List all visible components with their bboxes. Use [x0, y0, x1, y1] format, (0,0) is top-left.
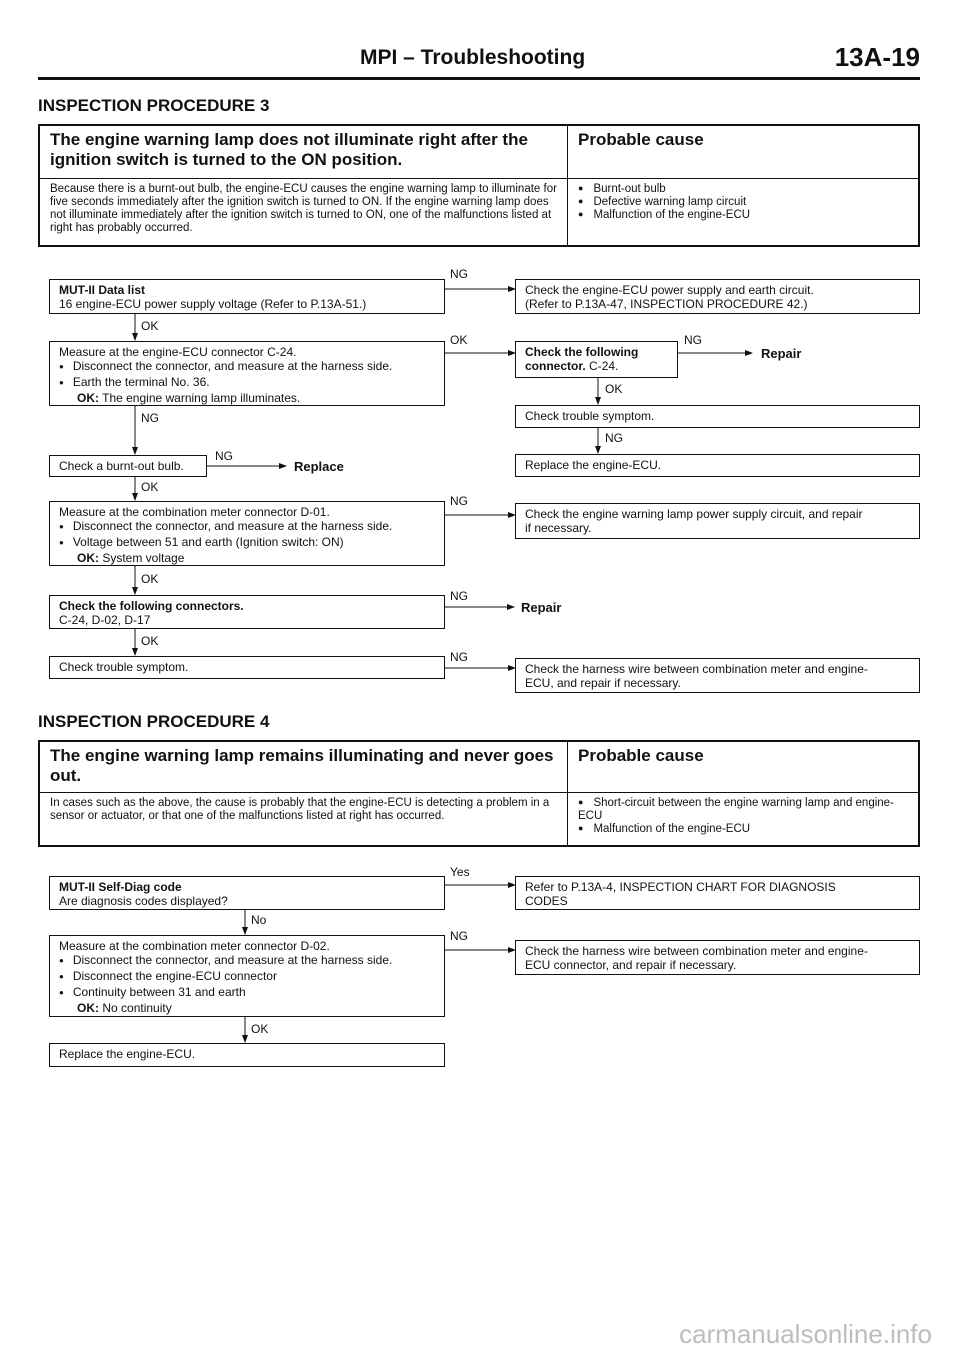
ok-text: The engine warning lamp illuminates. [102, 391, 301, 405]
branch-label-ok: OK [141, 634, 159, 648]
procedure-4-cause-table [38, 740, 920, 847]
flow-step-mut-data-list [49, 279, 445, 314]
step-title: connector. [525, 359, 586, 373]
step-bullet: ● Voltage between 51 and earth (Ignition switch: ON) [59, 535, 435, 551]
step-text: Measure at the combination meter connector D-01. [59, 505, 330, 519]
cause-item: ● Malfunction of the engine-ECU [578, 823, 908, 836]
procedure-3-title: INSPECTION PROCEDURE 3 [38, 96, 270, 115]
procedure-3-symptom: The engine warning lamp does not illuminate right after the ignition switch is turned to the ON position. [50, 130, 528, 169]
procedure-4-title: INSPECTION PROCEDURE 4 [38, 712, 270, 731]
step-text: CODES [525, 894, 568, 908]
flow-step-measure-meter-d01 [49, 501, 445, 566]
step-text: if necessary. [525, 521, 592, 535]
flow-step-check-connectors [49, 595, 445, 629]
step-text: Are diagnosis codes displayed? [59, 894, 228, 908]
flow-step-mut-self-diag [49, 876, 445, 910]
branch-label-ng: NG [450, 494, 468, 508]
cause-item: ● Burnt-out bulb [578, 183, 908, 196]
step-text: Measure at the engine-ECU connector C-24. [59, 345, 297, 359]
branch-label-ng: NG [450, 929, 468, 943]
step-bullet: ● Disconnect the engine-ECU connector [59, 969, 435, 985]
ok-label: OK: [77, 1001, 99, 1015]
connector-list: C-24, D-02, D-17 [59, 613, 151, 627]
step-text: Check the harness wire between combination meter and engine- [525, 662, 868, 676]
branch-label-ok: OK [141, 319, 159, 333]
flow-step-measure-meter-d02 [49, 935, 445, 1017]
page-header-title: MPI – Troubleshooting [360, 46, 586, 69]
cause-item: ● Defective warning lamp circuit [578, 196, 908, 209]
branch-label-ng: NG [215, 449, 233, 463]
flow-step-check-bulb: Check a burnt-out bulb. [49, 455, 207, 477]
ok-label: OK: [77, 551, 99, 565]
result-replace: Replace [294, 459, 344, 474]
step-text: (Refer to P.13A-47, INSPECTION PROCEDURE 42.) [525, 297, 808, 311]
procedure-4-probable-cause-heading: Probable cause [578, 746, 704, 765]
step-text: 16 engine-ECU power supply voltage (Refer to P.13A-51.) [59, 297, 367, 311]
page-number: 13A-19 [834, 42, 920, 72]
result-repair: Repair [761, 346, 802, 361]
step-text: Check the engine-ECU power supply and earth circuit. [525, 283, 814, 297]
step-bullet: ● Disconnect the connector, and measure at the harness side. [59, 359, 435, 375]
branch-label-ng: NG [450, 267, 468, 281]
branch-label-ng: NG [141, 411, 159, 425]
connector-id: C-24. [589, 359, 619, 373]
cause-item: ● Malfunction of the engine-ECU [578, 209, 908, 222]
flow-step-refer-inspection-chart [515, 876, 920, 910]
branch-label-ok: OK [141, 480, 159, 494]
step-title: MUT-II Data list [59, 283, 146, 297]
step-text: ECU connector, and repair if necessary. [525, 958, 737, 972]
branch-label-yes: Yes [450, 865, 470, 879]
ok-text: System voltage [102, 551, 185, 565]
flow-step-check-connector-c24 [515, 341, 678, 378]
step-text: ECU, and repair if necessary. [525, 676, 681, 690]
step-bullet: ● Earth the terminal No. 36. [59, 375, 435, 391]
watermark: carmanualsonline.info [679, 1319, 932, 1349]
ok-label: OK: [77, 391, 99, 405]
result-repair: Repair [521, 600, 562, 615]
branch-label-ok: OK [605, 382, 623, 396]
branch-label-ok: OK [450, 333, 468, 347]
flow-step-replace-ecu: Replace the engine-ECU. [515, 454, 920, 477]
step-title: MUT-II Self-Diag code [59, 880, 182, 894]
flow-step-check-lamp-power-supply [515, 503, 920, 539]
step-text: Check the engine warning lamp power supply circuit, and repair [525, 507, 863, 521]
step-bullet: ● Disconnect the connector, and measure at the harness side. [59, 519, 435, 535]
branch-label-ok: OK [251, 1022, 269, 1036]
step-title: Check the following [525, 345, 639, 359]
flow-step-check-power-supply [515, 279, 920, 314]
branch-label-ng: NG [450, 589, 468, 603]
procedure-4-description: In cases such as the above, the cause is probably that the engine-ECU is detecting a problem in a sensor or actuator, or that one of the malfunctions listed at right has occurred. [50, 797, 550, 822]
step-bullet: ● Disconnect the connector, and measure at the harness side. [59, 953, 435, 969]
branch-label-ng: NG [450, 650, 468, 664]
procedure-3-description: Because there is a burnt-out bulb, the engine-ECU causes the engine warning lamp to illuminate for five seconds immediately after the ignition switch is turned to ON. If the engine warning lamp does not illuminate immediately after the ignition switch is turned to ON, one of the malfunctions listed at right has probably occurred. [50, 183, 557, 234]
flow-step-check-harness-wire-connector [515, 940, 920, 975]
flow-step-replace-ecu: Replace the engine-ECU. [49, 1043, 445, 1067]
step-bullet: ● Continuity between 31 and earth [59, 985, 435, 1001]
step-text: Check the harness wire between combination meter and engine- [525, 944, 868, 958]
branch-label-ng: NG [684, 333, 702, 347]
step-text: Measure at the combination meter connector D-02. [59, 939, 330, 953]
step-text: Refer to P.13A-4, INSPECTION CHART FOR DIAGNOSIS [525, 880, 836, 894]
cause-item: ● Short-circuit between the engine warning lamp and engine-ECU [578, 797, 908, 823]
ok-text: No continuity [102, 1001, 172, 1015]
flow-step-check-trouble-symptom: Check trouble symptom. [49, 656, 445, 679]
flow-step-check-harness-wire [515, 658, 920, 693]
procedure-4-cause-list [578, 797, 908, 836]
procedure-3-probable-cause-heading: Probable cause [578, 130, 704, 149]
procedure-4-symptom: The engine warning lamp remains illuminating and never goes out. [50, 746, 554, 785]
branch-label-no: No [251, 913, 267, 927]
branch-label-ng: NG [605, 431, 623, 445]
branch-label-ok: OK [141, 572, 159, 586]
flow-step-measure-ecu-connector [49, 341, 445, 406]
flow-step-check-trouble-symptom: Check trouble symptom. [515, 405, 920, 428]
step-title: Check the following connectors. [59, 599, 244, 613]
